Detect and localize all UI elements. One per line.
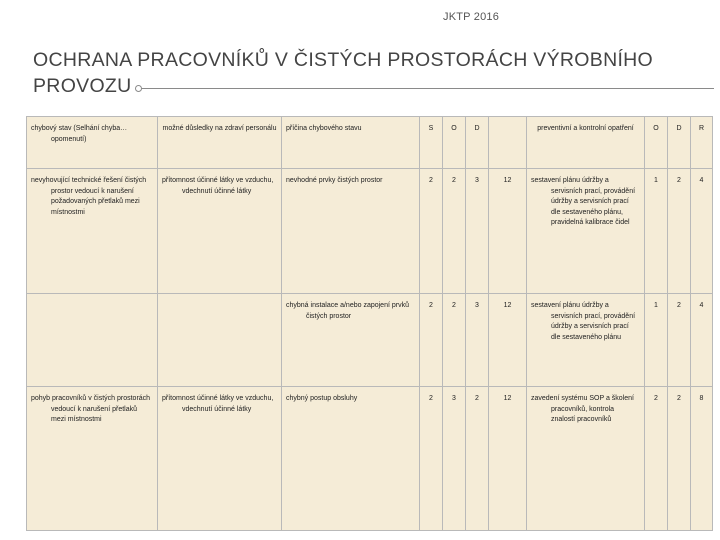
cell-d: 3 (466, 169, 489, 294)
cell-o: 2 (443, 294, 466, 387)
col-header-r: R (691, 117, 713, 169)
cell-d2: 2 (668, 387, 691, 531)
title-underline (138, 88, 714, 89)
col-header-d2: D (668, 117, 691, 169)
cell-failure-mode: pohyb pracovníků v čistých prostorách vedoucí k narušení přetlaků mezi místnostmi (27, 387, 158, 531)
cell-o2: 1 (645, 294, 668, 387)
cell-cause: nevhodné prvky čistých prostor (282, 169, 420, 294)
cell-cause: chybný postup obsluhy (282, 387, 420, 531)
cell-rpn: 12 (489, 387, 527, 531)
cell-s: 2 (420, 294, 443, 387)
cell-health-effects (158, 294, 282, 387)
table-row (27, 169, 713, 294)
col-header-o: O (443, 117, 466, 169)
cell-o: 3 (443, 387, 466, 531)
header-label: JKTP 2016 (443, 11, 500, 23)
col-header-measures: preventivní a kontrolní opatření (527, 117, 645, 169)
table-header-row (27, 117, 713, 169)
title-underline-dot (135, 85, 142, 92)
cell-o2: 2 (645, 387, 668, 531)
col-header-s: S (420, 117, 443, 169)
col-header-health-effects: možné důsledky na zdraví personálu (158, 117, 282, 169)
cell-d2: 2 (668, 169, 691, 294)
col-header-d: D (466, 117, 489, 169)
cell-measures: sestavení plánu údržby a servisních prací, provádění údržby a servisních prací dle sestaveného plánu, pravidelná kalibrace čidel (527, 169, 645, 294)
fmea-table (26, 116, 713, 531)
cell-measures: zavedení systému SOP a školení pracovníků, kontrola znalostí pracovníků (527, 387, 645, 531)
col-header-cause: příčina chybového stavu (282, 117, 420, 169)
cell-d: 2 (466, 387, 489, 531)
cell-health-effects: přítomnost účinné látky ve vzduchu, vdechnutí účinné látky (158, 169, 282, 294)
cell-d2: 2 (668, 294, 691, 387)
cell-health-effects: přítomnost účinné látky ve vzduchu, vdechnutí účinné látky (158, 387, 282, 531)
cell-s: 2 (420, 387, 443, 531)
col-header-rpn (489, 117, 527, 169)
cell-failure-mode (27, 294, 158, 387)
cell-failure-mode: nevyhovující technické řešení čistých prostor vedoucí k narušení požadovaných přetlaků mezi místnostmi (27, 169, 158, 294)
cell-r: 4 (691, 169, 713, 294)
cell-s: 2 (420, 169, 443, 294)
cell-o2: 1 (645, 169, 668, 294)
col-header-failure-mode: chybový stav (Selhání chyba… opomenutí) (27, 117, 158, 169)
cell-d: 3 (466, 294, 489, 387)
table-row (27, 387, 713, 531)
slide-title: OCHRANA PRACOVNÍKŮ V ČISTÝCH PROSTORÁCH VÝROBNÍHO PROVOZU (33, 49, 654, 97)
cell-r: 8 (691, 387, 713, 531)
col-header-o2: O (645, 117, 668, 169)
cell-cause: chybná instalace a/nebo zapojení prvků čistých prostor (282, 294, 420, 387)
cell-measures: sestavení plánu údržby a servisních prací, provádění údržby a servisních prací dle sestaveného plánu (527, 294, 645, 387)
cell-r: 4 (691, 294, 713, 387)
cell-rpn: 12 (489, 294, 527, 387)
table-row (27, 294, 713, 387)
cell-rpn: 12 (489, 169, 527, 294)
cell-o: 2 (443, 169, 466, 294)
